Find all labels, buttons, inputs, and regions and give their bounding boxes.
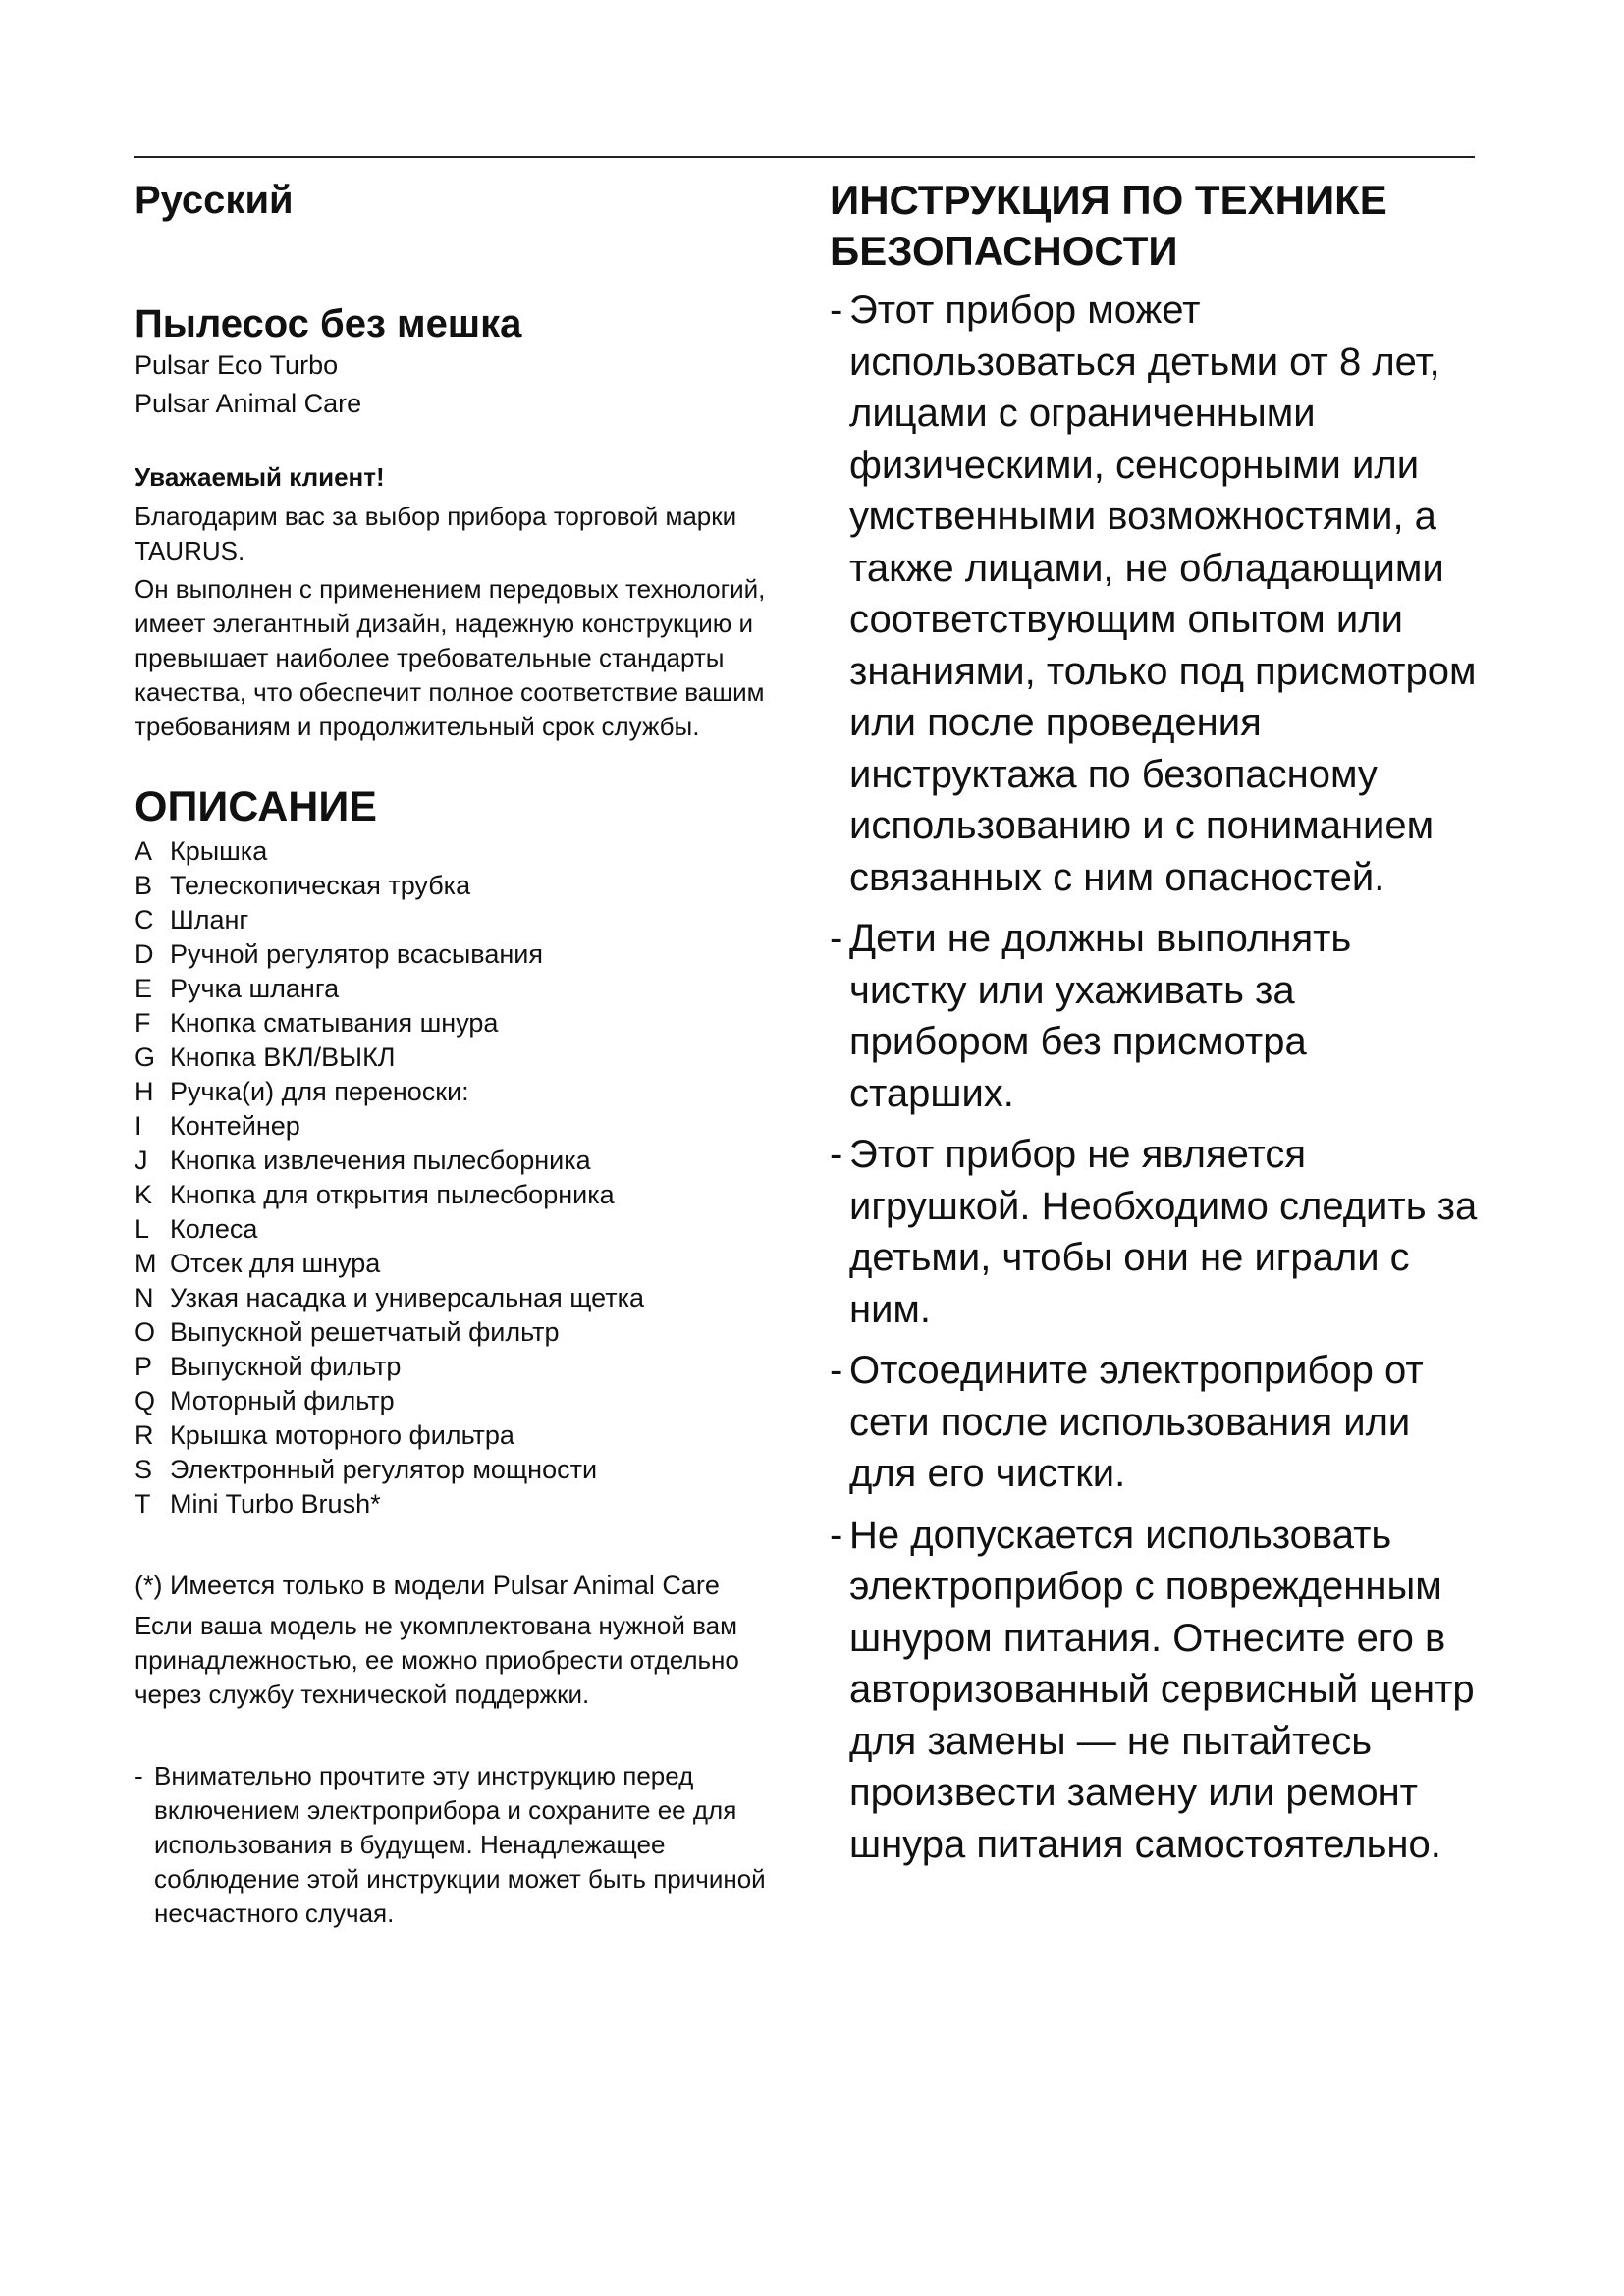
warning-item (135, 1759, 802, 1931)
item-text: Mini Turbo Brush* (170, 1489, 381, 1519)
right-column (830, 172, 1478, 1880)
safety-item (830, 1345, 1478, 1500)
item-text: Моторный фильтр (170, 1386, 395, 1415)
footnote: (*) Имеется только в модели Pulsar Animal Care (135, 1571, 720, 1600)
item-letter: J (135, 1146, 148, 1175)
description-item (135, 869, 802, 903)
item-text: Колеса (170, 1214, 258, 1244)
item-text: Шланг (170, 905, 249, 934)
dash-bullet: - (830, 1513, 843, 1557)
dash-bullet: - (830, 917, 843, 960)
safety-item (830, 1510, 1478, 1871)
description-heading: ОПИСАНИЕ (135, 783, 377, 830)
description-item (135, 1487, 802, 1522)
product-title: Пылесос без мешка (135, 302, 522, 346)
item-text: Кнопка ВКЛ/ВЫКЛ (170, 1042, 396, 1072)
greeting: Уважаемый клиент! (135, 462, 385, 492)
item-letter: N (135, 1283, 154, 1312)
left-column (135, 172, 802, 1931)
description-item (135, 1315, 802, 1350)
description-list (135, 834, 802, 1522)
item-text: Ручной регулятор всасывания (170, 939, 543, 969)
item-letter: K (135, 1180, 153, 1209)
description-item (135, 1281, 802, 1315)
item-text: Ручка шланга (170, 974, 340, 1003)
item-letter: S (135, 1455, 153, 1484)
safety-text: Отсоедините электроприбор от сети после использования или для его чистки. (849, 1349, 1424, 1495)
description-item (135, 1418, 802, 1453)
safety-item (830, 1129, 1478, 1335)
item-text: Электронный регулятор мощности (170, 1455, 598, 1484)
model-name-1: Pulsar Eco Turbo (135, 350, 339, 380)
dash-bullet: - (135, 1761, 143, 1790)
language-title: Русский (135, 179, 294, 222)
safety-heading: ИНСТРУКЦИЯ ПО ТЕХНИКЕ БЕЗОПАСНОСТИ (830, 177, 1387, 274)
item-text: Контейнер (170, 1111, 300, 1141)
description-item (135, 1350, 802, 1384)
safety-item (830, 913, 1478, 1119)
top-rule (134, 156, 1475, 158)
item-letter: F (135, 1008, 151, 1038)
item-letter: P (135, 1352, 153, 1381)
safety-text: Дети не должны выполнять чистку или ухаживать за прибором без присмотра старших. (849, 917, 1352, 1115)
safety-text: Этот прибор не является игрушкой. Необходимо следить за детьми, чтобы они не играли с ним. (849, 1133, 1478, 1331)
description-item (135, 1109, 802, 1144)
description-item (135, 1247, 802, 1281)
description-item (135, 972, 802, 1006)
item-letter: A (135, 836, 153, 866)
item-text: Телескопическая трубка (170, 871, 471, 900)
item-text: Ручка(и) для переноски: (170, 1077, 469, 1106)
description-item (135, 1041, 802, 1075)
item-letter: M (135, 1249, 157, 1278)
item-text: Кнопка извлечения пылесборника (170, 1146, 591, 1175)
item-letter: I (135, 1111, 142, 1141)
safety-text: Этот прибор может использоваться детьми от 8 лет, лицами с ограниченными физическими, сенсорными или умственными возможностями, а также лицами, не обладающими соответствующим опытом или знаниями, только под присмотром или после проведения инструктажа по безопасному использованию и с пониманием связанных с ним опасностей. (849, 289, 1477, 899)
safety-list (830, 285, 1478, 1870)
warnings-list (135, 1759, 802, 1931)
description-item (135, 1384, 802, 1418)
item-letter: O (135, 1317, 156, 1347)
item-letter: B (135, 871, 153, 900)
description-item (135, 903, 802, 937)
item-text: Кнопка сматывания шнура (170, 1008, 499, 1038)
thanks-paragraph: Благодарим вас за выбор прибора торговой марки TAURUS. (135, 502, 737, 565)
item-letter: E (135, 974, 153, 1003)
item-text: Крышка (170, 836, 268, 866)
description-item (135, 1006, 802, 1041)
item-letter: G (135, 1042, 156, 1072)
model-name-2: Pulsar Animal Care (135, 389, 362, 418)
safety-item (830, 285, 1478, 903)
item-letter: C (135, 905, 154, 934)
warning-text: Внимательно прочтите эту инструкцию перед включением электроприбора и сохраните ее для использования в будущем. Ненадлежащее соблюдение этой инструкции может быть причиной несчастного случая. (154, 1761, 766, 1928)
item-text: Выпускной фильтр (170, 1352, 402, 1381)
description-item (135, 1144, 802, 1178)
description-item (135, 1453, 802, 1487)
item-letter: R (135, 1420, 154, 1450)
accessory-note: Если ваша модель не укомплектована нужной вам принадлежностью, ее можно приобрести отдельно через службу технической поддержки. (135, 1611, 739, 1709)
item-letter: L (135, 1214, 150, 1244)
item-text: Крышка моторного фильтра (170, 1420, 514, 1450)
description-item (135, 1212, 802, 1247)
item-letter: D (135, 939, 154, 969)
description-item (135, 1075, 802, 1109)
item-text: Отсек для шнура (170, 1249, 381, 1278)
item-letter: H (135, 1077, 154, 1106)
dash-bullet: - (830, 1133, 843, 1176)
item-text: Выпускной решетчатый фильтр (170, 1317, 560, 1347)
item-text: Узкая насадка и универсальная щетка (170, 1283, 645, 1312)
item-letter: Q (135, 1386, 156, 1415)
description-item (135, 834, 802, 869)
dash-bullet: - (830, 1349, 843, 1392)
item-letter: T (135, 1489, 151, 1519)
item-text: Кнопка для открытия пылесборника (170, 1180, 615, 1209)
intro-paragraph: Он выполнен с применением передовых технологий, имеет элегантный дизайн, надежную конструкцию и превышает наиболее требовательные стандарты качества, что обеспечит полное соответствие вашим требованиям и продолжительный срок службы. (135, 574, 766, 741)
dash-bullet: - (830, 289, 843, 332)
safety-text: Не допускается использовать электроприбор с поврежденным шнуром питания. Отнесите его в авторизованный сервисный центр для замены — не пытайтесь произвести замену или ремонт шнура питания самостоятельно. (849, 1513, 1475, 1866)
description-item (135, 937, 802, 972)
description-item (135, 1178, 802, 1212)
